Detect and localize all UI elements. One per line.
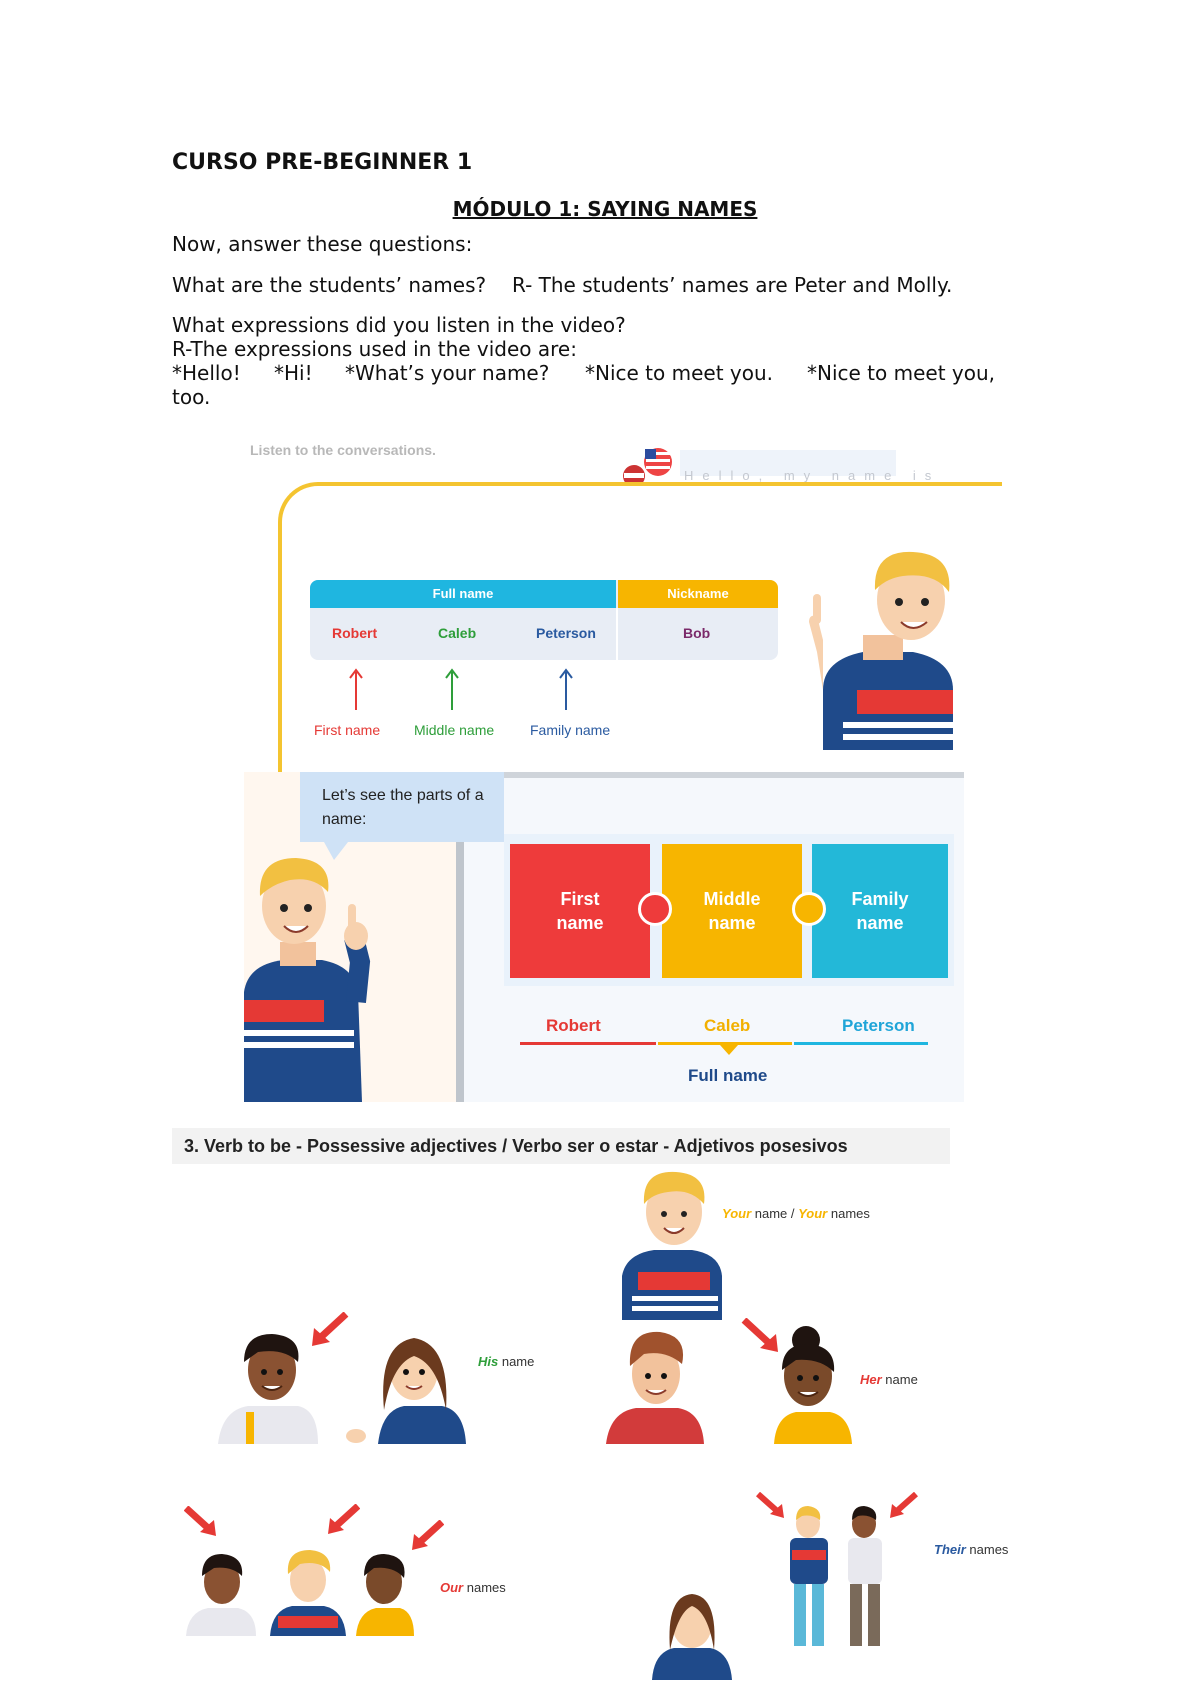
underline-blue bbox=[794, 1042, 928, 1045]
table-divider bbox=[616, 608, 618, 660]
arrow-up-icon bbox=[348, 668, 364, 716]
expression-2: *Hi! bbox=[274, 361, 313, 385]
bubble-text: Let’s see the parts of a name: bbox=[322, 787, 484, 828]
word-our: Our bbox=[440, 1580, 464, 1595]
arrow-icon bbox=[310, 1312, 350, 1352]
label-their-names bbox=[934, 1542, 1008, 1557]
word-their: Their bbox=[934, 1542, 966, 1557]
label-his-name bbox=[478, 1354, 534, 1369]
table-nickname-bob: Bob bbox=[683, 625, 711, 641]
label-first-name: First name bbox=[314, 722, 381, 738]
figure-instruction: Listen to the conversations. bbox=[250, 442, 436, 458]
table-name-robert: Robert bbox=[332, 625, 378, 641]
her-group-illustration bbox=[606, 1320, 870, 1448]
their-group-illustration bbox=[650, 1500, 890, 1684]
arrow-icon bbox=[888, 1492, 918, 1524]
puzzle-first-name: First name bbox=[510, 844, 650, 978]
section-heading: 3. Verb to be - Possessive adjectives / Verbo ser o estar - Adjetivos posesivos bbox=[172, 1128, 950, 1164]
word-your-2: Your bbox=[798, 1206, 828, 1221]
boy-your-illustration bbox=[618, 1166, 728, 1324]
name-robert: Robert bbox=[546, 1016, 601, 1035]
question-1: What are the students’ names? bbox=[172, 273, 487, 297]
label-middle-name: Middle name bbox=[414, 722, 495, 738]
label-family-name: Family name bbox=[530, 722, 611, 738]
puzzle-middle-name: Middle name bbox=[662, 844, 802, 978]
pointer-triangle bbox=[720, 1045, 738, 1055]
puzzle-knob bbox=[792, 892, 826, 926]
puzzle-family-name: Family name bbox=[812, 844, 948, 978]
your-rest-1: name / bbox=[751, 1206, 799, 1221]
question-2: What expressions did you listen in the video? bbox=[172, 313, 626, 337]
expression-3: *What’s your name? bbox=[345, 361, 550, 385]
course-title: CURSO PRE-BEGINNER 1 bbox=[172, 150, 473, 175]
arrow-up-icon bbox=[558, 668, 574, 716]
word-his: His bbox=[478, 1354, 499, 1369]
full-name-header: Full name bbox=[310, 580, 616, 608]
answer-1: R- The students’ names are Peter and Molly. bbox=[512, 273, 953, 297]
expression-5: *Nice to meet you, bbox=[807, 361, 996, 385]
table-name-caleb: Caleb bbox=[438, 625, 477, 641]
intro-text: Now, answer these questions: bbox=[172, 232, 473, 256]
our-rest: names bbox=[463, 1580, 506, 1595]
boy-illustration bbox=[244, 842, 384, 1102]
arrow-icon bbox=[184, 1506, 218, 1542]
full-name-caption: Full name bbox=[688, 1066, 768, 1085]
expression-4: *Nice to meet you. bbox=[585, 361, 774, 385]
her-rest: name bbox=[881, 1372, 918, 1387]
full-name-table bbox=[310, 580, 778, 660]
expression-continuation: too. bbox=[172, 385, 211, 409]
word-your: Your bbox=[722, 1206, 752, 1221]
arrow-icon bbox=[740, 1318, 780, 1358]
expression-1: *Hello! bbox=[172, 361, 241, 385]
arrow-icon bbox=[326, 1504, 360, 1540]
name-peterson: Peterson bbox=[842, 1016, 915, 1035]
their-rest: names bbox=[965, 1542, 1009, 1557]
speech-text: Hello, my name is bbox=[684, 468, 941, 483]
word-her: Her bbox=[860, 1372, 882, 1387]
boy-illustration bbox=[803, 540, 963, 754]
arrow-icon bbox=[410, 1520, 444, 1556]
label-our-names bbox=[440, 1580, 506, 1595]
name-caleb: Caleb bbox=[704, 1016, 751, 1035]
label-her-name bbox=[860, 1372, 918, 1387]
nickname-header: Nickname bbox=[618, 580, 778, 608]
label-your-name bbox=[722, 1206, 870, 1221]
module-title: MÓDULO 1: SAYING NAMES bbox=[452, 197, 758, 221]
flags-icon bbox=[620, 446, 680, 486]
figure-full-name bbox=[248, 440, 963, 750]
your-rest-2: names bbox=[827, 1206, 870, 1221]
table-name-peterson: Peterson bbox=[536, 625, 596, 641]
figure-parts-of-name bbox=[244, 772, 964, 1102]
puzzle-knob bbox=[638, 892, 672, 926]
arrow-icon bbox=[756, 1492, 786, 1524]
arrow-up-icon bbox=[444, 668, 460, 716]
our-group-illustration bbox=[186, 1540, 416, 1640]
underline-red bbox=[520, 1042, 656, 1045]
his-rest: name bbox=[498, 1354, 535, 1369]
answer-2-intro: R-The expressions used in the video are: bbox=[172, 337, 577, 361]
